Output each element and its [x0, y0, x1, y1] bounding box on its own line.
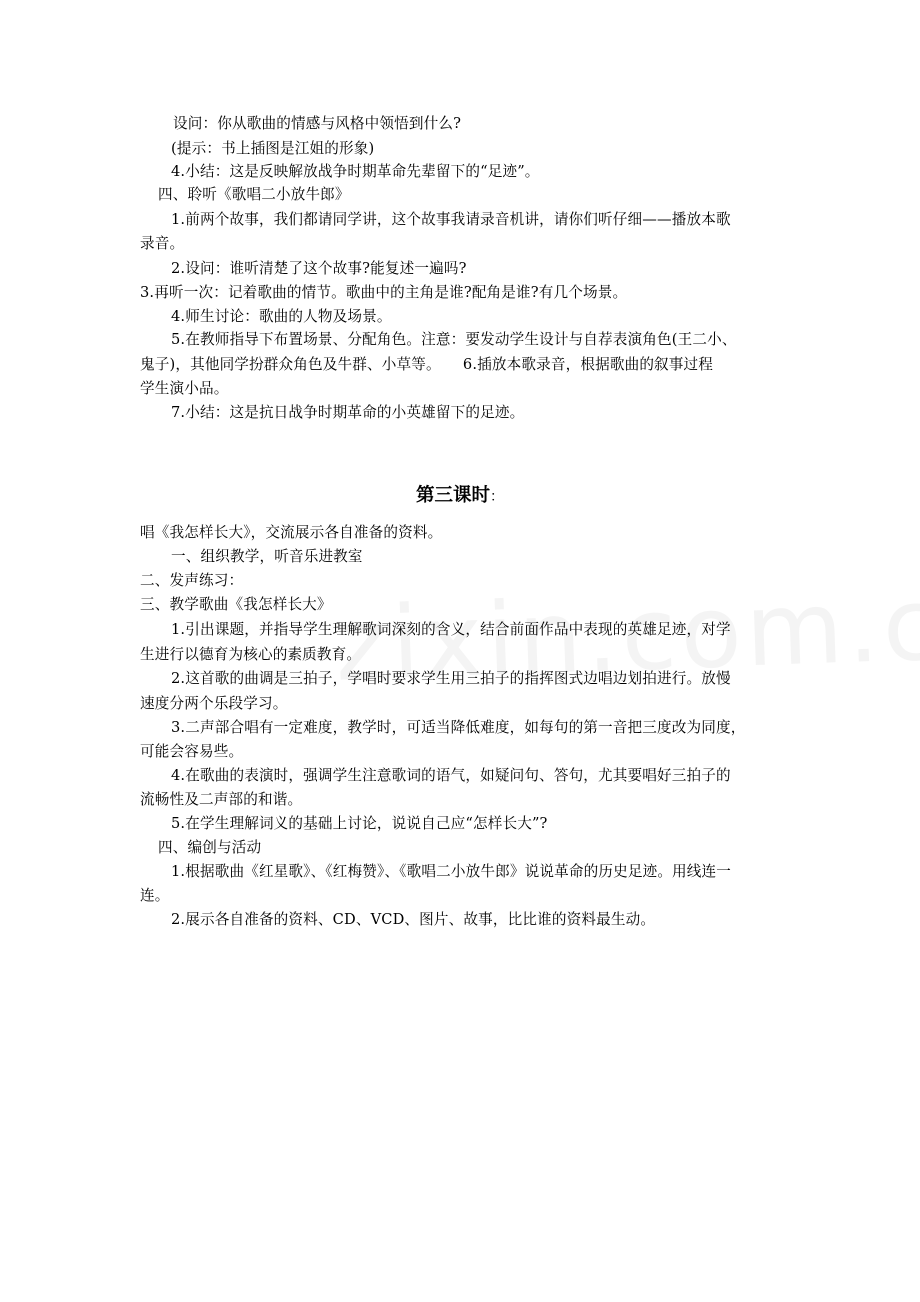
text-line: 速度分两个乐段学习。 — [140, 695, 288, 712]
text-line: 3.再听一次：记着歌曲的情节。歌曲中的主角是谁?配角是谁?有几个场景。 — [140, 284, 628, 301]
text-line: 学生演小品。 — [140, 380, 229, 397]
text-line: 4.在歌曲的表演时，强调学生注意歌词的语气，如疑问句、答句，尤其要唱好三拍子的 — [171, 767, 731, 784]
lesson-title-text: 第三课时 — [415, 485, 490, 506]
section-heading: 四、编创与活动 — [158, 839, 262, 856]
text-line: 1.引出课题，并指导学生理解歌词深刻的含义，结合前面作品中表现的英雄足迹，对学 — [171, 621, 731, 638]
text-line: 唱《我怎样长大》，交流展示各自准备的资料。 — [140, 524, 443, 541]
text-line: 1.前两个故事，我们都请同学讲，这个故事我请录音机讲，请你们听仔细——播放本歌 — [171, 211, 731, 228]
section-heading: 二、发声练习： — [140, 572, 244, 589]
text-line: 3.二声部合唱有一定难度，教学时，可适当降低难度，如每句的第一音把三度改为同度， — [171, 719, 746, 736]
text-line: 可能会容易些。 — [140, 743, 244, 760]
text-line: 录音。 — [140, 235, 185, 252]
text-line: 7.小结：这是抗日战争时期革命的小英雄留下的足迹。 — [171, 404, 525, 421]
text-line: (提示：书上插图是江姐的形象) — [171, 140, 375, 157]
section-heading: 四、聆听《歌唱二小放牛郎》 — [158, 186, 350, 203]
text-line: 2.展示各自准备的资料、CD、VCD、图片、故事，比比谁的资料最生动。 — [171, 911, 656, 928]
lesson-title-colon: ： — [490, 489, 504, 505]
text-line: 生进行以德育为核心的素质教育。 — [140, 646, 362, 663]
text-line: 流畅性及二声部的和谐。 — [140, 791, 303, 808]
lesson-title — [0, 484, 920, 509]
text-line: 鬼子)，其他同学扮群众角色及牛群、小草等。 6.插放本歌录音，根据歌曲的叙事过程 — [140, 356, 714, 373]
text-line: 5.在学生理解词义的基础上讨论，说说自己应“怎样长大”? — [171, 815, 548, 832]
section-heading: 一、组织教学，听音乐进教室 — [171, 548, 363, 565]
section-heading: 三、教学歌曲《我怎样长大》 — [140, 596, 332, 613]
text-line: 2.这首歌的曲调是三拍子，学唱时要求学生用三拍子的指挥图式边唱边划拍进行。放慢 — [171, 670, 731, 687]
text-line: 4.师生讨论：歌曲的人物及场景。 — [171, 308, 392, 325]
text-line: 5.在教师指导下布置场景、分配角色。注意：要发动学生设计与自荐表演角色(王二小、 — [171, 331, 737, 348]
text-line: 设问：你从歌曲的情感与风格中领悟到什么? — [173, 115, 462, 132]
text-line: 1.根据歌曲《红星歌》、《红梅赞》、《歌唱二小放牛郎》说说革命的历史足迹。用线连一 — [171, 863, 732, 880]
text-line: 4.小结：这是反映解放战争时期革命先辈留下的“足迹”。 — [171, 163, 540, 180]
text-line: 连。 — [140, 887, 170, 904]
text-line: 2.设问：谁听清楚了这个故事?能复述一遍吗? — [171, 260, 467, 277]
